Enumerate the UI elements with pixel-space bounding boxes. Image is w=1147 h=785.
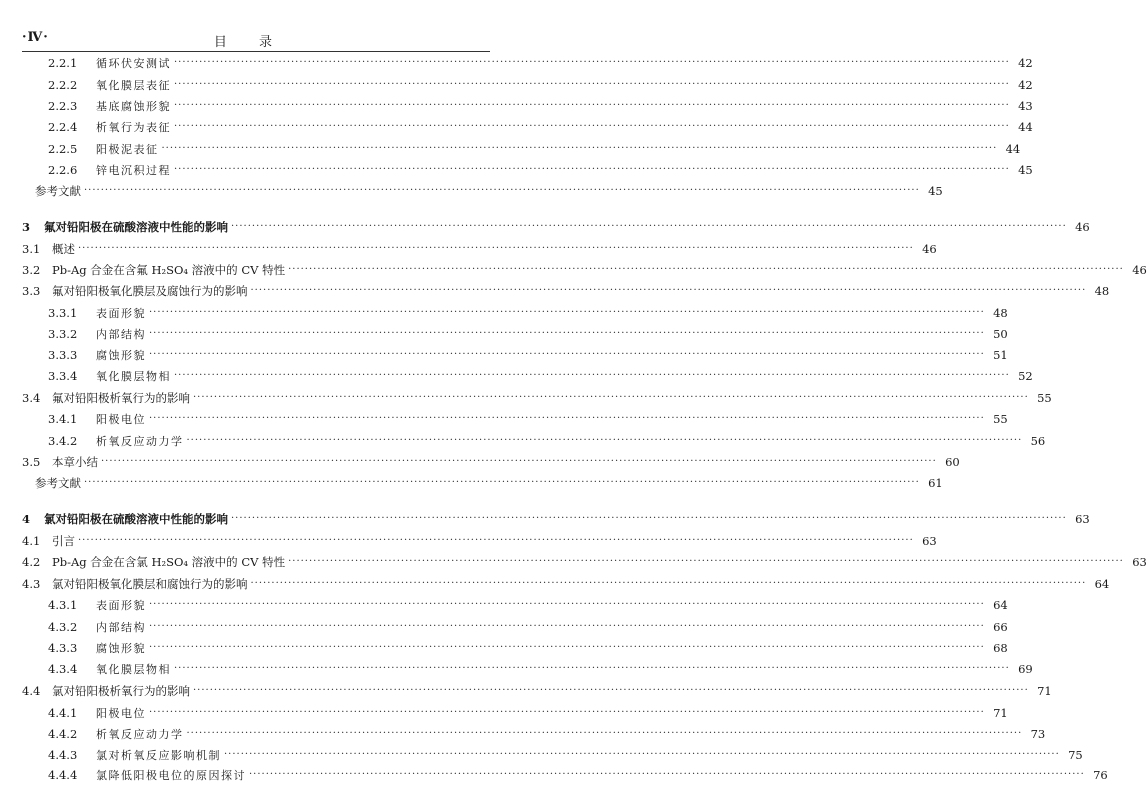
toc-entry	[0, 323, 1008, 344]
leader-dots: ········································································································································································································	[231, 513, 1067, 524]
leader-dots: ········································································································································································································	[149, 621, 985, 632]
toc-entry	[0, 408, 1008, 429]
toc-entry-title: 腐蚀形貌	[96, 641, 146, 655]
toc-entry	[0, 530, 937, 551]
toc-entry	[0, 430, 1046, 451]
toc-entry	[0, 702, 1008, 723]
leader-dots: ········································································································································································································	[193, 685, 1029, 696]
toc-entry	[0, 116, 1033, 137]
toc-entry-number: 2.2.3	[48, 98, 78, 113]
toc-entry-number: 3.4.1	[48, 411, 78, 426]
leader-dots: ········································································································································································································	[161, 143, 998, 154]
toc-entry-title: 氯对铅阳极在硫酸溶液中性能的影响	[44, 511, 228, 526]
toc-entry-page: 55	[993, 411, 1008, 426]
leader-dots: ········································································································································································································	[78, 535, 914, 546]
toc-entry-number: 3.1	[22, 241, 41, 256]
toc-entry-title: 析氧行为表征	[96, 120, 171, 134]
toc-entry-title: Pb-Ag 合金在含氟 H₂SO₄ 溶液中的 CV 特性	[52, 262, 286, 277]
toc-entry-page: 69	[1018, 661, 1033, 676]
toc-entry-number: 3.3.4	[48, 368, 78, 383]
toc-entry-title: 表面形貌	[96, 306, 146, 320]
leader-dots: ········································································································································································································	[249, 769, 1085, 780]
toc-entry-page: 46	[922, 241, 937, 256]
toc-entry-page: 48	[1094, 283, 1110, 298]
toc-entry-page: 50	[993, 326, 1008, 341]
toc-entry-number: 4.3.4	[48, 661, 78, 676]
leader-dots: ········································································································································································································	[186, 728, 1023, 739]
toc-entry-page: 75	[1068, 747, 1083, 762]
toc-entry-page: 48	[993, 305, 1008, 320]
toc-entry-title: Pb-Ag 合金在含氯 H₂SO₄ 溶液中的 CV 特性	[52, 554, 286, 569]
leader-dots: ········································································································································································································	[193, 392, 1029, 403]
toc-entry-number: 3.3.3	[48, 347, 78, 362]
leader-dots: ········································································································································································································	[101, 456, 937, 467]
toc-entry-page: 66	[993, 619, 1008, 634]
toc-entry-title: 氧化膜层物相	[96, 369, 171, 383]
toc-entry-title: 析氧反应动力学	[96, 434, 184, 448]
toc-entry-page: 61	[928, 475, 943, 490]
toc-entry-number: 2.2.5	[48, 141, 78, 156]
toc-entry-page: 60	[945, 454, 960, 469]
leader-dots: ········································································································································································································	[174, 663, 1010, 674]
toc-entry	[0, 280, 1110, 301]
leader-dots: ········································································································································································································	[149, 307, 985, 318]
toc-entry-title: 引言	[52, 533, 75, 548]
toc-entry-page: 42	[1018, 55, 1033, 70]
toc-entry-number: 4	[22, 511, 31, 526]
toc-entry-number: 2.2.6	[48, 162, 78, 177]
toc-entry-number: 4.1	[22, 533, 41, 548]
toc-entry-page: 44	[1005, 141, 1021, 156]
header-title: 目 录	[213, 35, 287, 50]
toc-entry-number: 2.2.2	[48, 77, 78, 92]
toc-entry-title: 析氧反应动力学	[96, 727, 184, 741]
leader-dots: ········································································································································································································	[250, 578, 1087, 589]
leader-dots: ········································································································································································································	[174, 121, 1010, 132]
toc-entry-title: 阳极泥表征	[96, 142, 159, 156]
toc-entry-number: 4.4.1	[48, 705, 78, 720]
leader-dots: ········································································································································································································	[84, 477, 920, 488]
toc-entry	[0, 180, 943, 201]
toc-entry-page: 46	[1132, 262, 1147, 277]
toc-entry-title: 表面形貌	[96, 598, 146, 612]
toc-entry-number: 3.4.2	[48, 433, 78, 448]
toc-entry	[0, 658, 1033, 679]
leader-dots: ········································································································································································································	[149, 642, 985, 653]
toc-entry	[0, 594, 1008, 615]
toc-entry-page: 45	[928, 183, 943, 198]
leader-dots: ········································································································································································································	[149, 328, 985, 339]
toc-entry-number: 4.4	[22, 683, 41, 698]
toc-entry	[0, 238, 937, 259]
toc-entry	[0, 451, 960, 472]
leader-dots: ········································································································································································································	[174, 164, 1010, 175]
toc-entry-title: 氯对铅阳极析氧行为的影响	[52, 683, 190, 698]
toc-entry-page: 52	[1018, 368, 1033, 383]
toc-entry-page: 45	[1018, 162, 1033, 177]
toc-entry-number: 3	[22, 219, 31, 234]
toc-entry-title: 内部结构	[96, 327, 146, 341]
leader-dots: ········································································································································································································	[149, 413, 985, 424]
toc-entry-page: 64	[1094, 576, 1110, 591]
leader-dots: ········································································································································································································	[186, 435, 1023, 446]
toc-entry-number: 4.3.3	[48, 640, 78, 655]
toc-entry	[0, 637, 1008, 658]
toc-entry	[0, 472, 943, 493]
toc-entry	[0, 138, 1021, 159]
toc-entry	[0, 573, 1110, 594]
toc-entry	[0, 159, 1033, 180]
leader-dots: ········································································································································································································	[174, 79, 1010, 90]
toc-entry-title: 腐蚀形貌	[96, 348, 146, 362]
toc-entry-page: 56	[1030, 433, 1046, 448]
leader-dots: ········································································································································································································	[288, 264, 1124, 275]
toc-entry-title: 内部结构	[96, 620, 146, 634]
leader-dots: ········································································································································································································	[149, 707, 985, 718]
toc-entry-page: 43	[1018, 98, 1033, 113]
toc-entry-page: 64	[993, 597, 1008, 612]
toc-entry-number: 3.2	[22, 262, 41, 277]
toc-entry-number: 3.3.2	[48, 326, 78, 341]
toc-entry	[0, 74, 1033, 95]
toc-entry-page: 44	[1018, 119, 1033, 134]
toc-entry-page: 71	[993, 705, 1008, 720]
toc-entry-title: 参考文献	[35, 183, 81, 198]
toc-entry-title: 氯对铅阳极氧化膜层和腐蚀行为的影响	[52, 576, 248, 591]
toc-entry	[0, 387, 1052, 408]
page-header	[0, 0, 500, 52]
toc-entry-page: 63	[1075, 511, 1090, 526]
toc-entry-page: 68	[993, 640, 1008, 655]
page-number: ·Ⅳ·	[22, 30, 49, 45]
toc-entry-title: 循环伏安测试	[96, 56, 171, 70]
toc-entry-page: 73	[1030, 726, 1046, 741]
toc-entry	[0, 551, 1147, 572]
toc-entry-page: 55	[1037, 390, 1052, 405]
toc-entry-title: 氯降低阳极电位的原因探讨	[96, 768, 246, 782]
toc-entry	[0, 723, 1046, 744]
leader-dots: ········································································································································································································	[288, 556, 1124, 567]
toc-entry-page: 42	[1018, 77, 1033, 92]
toc-entry	[0, 259, 1147, 280]
toc-entry-title: 氟对铅阳极氧化膜层及腐蚀行为的影响	[52, 283, 248, 298]
leader-dots: ········································································································································································································	[149, 599, 985, 610]
leader-dots: ········································································································································································································	[174, 100, 1010, 111]
toc-entry	[0, 764, 1108, 785]
leader-dots: ········································································································································································································	[224, 749, 1060, 760]
toc-entry-title: 阳极电位	[96, 412, 146, 426]
toc-entry-number: 3.5	[22, 454, 41, 469]
toc-entry-title: 氟对铅阳极析氧行为的影响	[52, 390, 190, 405]
toc-entry-title: 阳极电位	[96, 706, 146, 720]
toc-entry-title: 氟对铅阳极在硫酸溶液中性能的影响	[44, 219, 228, 234]
toc-entry-title: 氧化膜层表征	[96, 78, 171, 92]
toc-entry-number: 2.2.4	[48, 119, 78, 134]
toc-entry-number: 4.4.2	[48, 726, 78, 741]
toc-entry-number: 4.2	[22, 554, 41, 569]
toc-chapter	[0, 508, 1090, 529]
toc-entry	[0, 302, 1008, 323]
toc-entry-number: 3.3.1	[48, 305, 78, 320]
leader-dots: ········································································································································································································	[250, 285, 1087, 296]
toc-entry	[0, 680, 1052, 701]
toc-entry-title: 概述	[52, 241, 75, 256]
toc-entry-title: 氧化膜层物相	[96, 662, 171, 676]
leader-dots: ········································································································································································································	[149, 349, 985, 360]
toc-entry-page: 76	[1093, 767, 1108, 782]
toc-entry	[0, 744, 1083, 765]
toc-entry-page: 71	[1037, 683, 1052, 698]
toc-entry	[0, 365, 1033, 386]
toc-entry-number: 4.4.3	[48, 747, 78, 762]
toc-entry	[0, 52, 1033, 73]
toc-entry-number: 4.4.4	[48, 767, 78, 782]
leader-dots: ········································································································································································································	[174, 57, 1010, 68]
toc-entry-number: 3.4	[22, 390, 41, 405]
toc-entry	[0, 616, 1008, 637]
toc-entry-page: 63	[1132, 554, 1147, 569]
leader-dots: ········································································································································································································	[174, 370, 1010, 381]
toc-entry-number: 3.3	[22, 283, 41, 298]
toc-entry-page: 63	[922, 533, 937, 548]
toc-entry-page: 46	[1075, 219, 1090, 234]
toc-entry	[0, 344, 1008, 365]
leader-dots: ········································································································································································································	[84, 185, 920, 196]
leader-dots: ········································································································································································································	[78, 243, 914, 254]
toc-entry-page: 51	[993, 347, 1008, 362]
toc-entry-number: 4.3	[22, 576, 41, 591]
toc-entry-title: 参考文献	[35, 475, 81, 490]
toc-entry-title: 氯对析氧反应影响机制	[96, 748, 221, 762]
toc-chapter	[0, 216, 1090, 237]
toc-entry	[0, 95, 1033, 116]
toc-entry-title: 锌电沉积过程	[96, 163, 171, 177]
toc-entry-title: 本章小结	[52, 454, 98, 469]
toc-entry-number: 4.3.2	[48, 619, 78, 634]
toc-entry-number: 4.3.1	[48, 597, 78, 612]
toc-entry-number: 2.2.1	[48, 55, 78, 70]
toc-entry-title: 基底腐蚀形貌	[96, 99, 171, 113]
leader-dots: ········································································································································································································	[231, 221, 1067, 232]
